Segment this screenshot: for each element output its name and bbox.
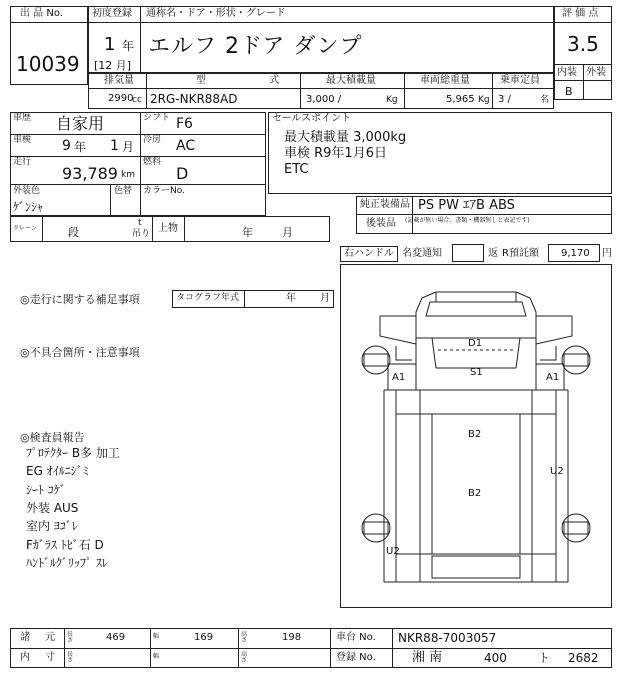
gvw-unit: Kg (478, 95, 490, 105)
crane-label: クレーン (13, 225, 37, 232)
damage-mark-b2-lower: B2 (468, 488, 482, 499)
inner-width-label: 幅 (153, 653, 160, 660)
color-change-label: 色替 (114, 186, 133, 196)
lot-label: 出 品 No. (20, 8, 63, 19)
crane-ton: t (138, 218, 142, 228)
width: 169 (194, 632, 214, 643)
inspector-line-6: Fｶﾞﾗｽ ﾄﾋﾞ石 D (26, 538, 104, 552)
sales-point-2: 車検 R9年1月6日 (284, 146, 387, 161)
damage-mark-s1: S1 (470, 367, 483, 378)
name-change-label: 名変通知 (402, 248, 442, 259)
car-name-label: 通称名・ドア・形状・グレード (146, 8, 286, 19)
crane-hang: 吊り (132, 229, 151, 239)
registration-label: 登録 No. (336, 652, 376, 663)
inspector-line-3: ｼｰﾄ ｺｹﾞ (26, 483, 66, 497)
inspector-line-7: ﾊﾝﾄﾞﾙｸﾞﾘｯﾌﾟ ｽﾚ (26, 556, 108, 570)
reg-year-unit: 年 (122, 39, 135, 53)
reg-number: 2682 (568, 651, 599, 665)
running-notes-title: ◎走行に関する補足事項 (20, 293, 140, 306)
ac-label: 冷房 (143, 135, 162, 145)
inspection-year-unit: 年 (74, 140, 87, 154)
reg-region: 湘 南 (412, 650, 443, 665)
chassis-number: NKR88-7003057 (398, 631, 497, 645)
tacho-month: 月 (320, 293, 330, 304)
model-label: 型 式 (196, 75, 310, 86)
inner-height-label: 高さ (241, 651, 248, 664)
body-year: 年 (242, 226, 253, 239)
displacement-label: 排気量 (104, 75, 134, 86)
fuel: D (176, 164, 189, 183)
standard-equipment: PS PW ｴｱB ABS (418, 198, 515, 213)
recycle-label: R預託額 (502, 248, 539, 259)
aftermarket-note: (記載が無い場合、書類・機器無しと表記です) (405, 217, 530, 224)
history-label: 車歴 (13, 113, 32, 123)
defects-title: ◎不具合箇所・注意事項 (20, 346, 140, 359)
reg-kana: ト (538, 651, 551, 665)
shift-label: シフト (143, 113, 171, 123)
sales-point-3: ETC (284, 162, 309, 177)
exterior-grade-label: 外装 (586, 67, 606, 78)
damage-mark-u2-left: U2 (386, 546, 400, 557)
recycle-amount: 9,170 (561, 248, 590, 259)
inspector-line-1: ﾌﾟﾛﾃｸﾀｰ B多 加工 (26, 446, 120, 460)
max-load-unit: Kg (386, 95, 398, 105)
grade-label: 評 価 点 (562, 8, 599, 19)
capacity: 3 / (498, 94, 511, 105)
width-label: 幅 (153, 633, 160, 640)
reg-class: 400 (484, 651, 507, 665)
inspection-label: 車検 (13, 135, 32, 145)
car-name: エルフ 2ドア ダンプ (148, 34, 363, 59)
sales-points-label: セールスポイント (272, 113, 352, 124)
inspection-month-unit: 月 (122, 140, 135, 154)
damage-mark-b2-upper: B2 (468, 429, 482, 440)
standard-equipment-label: 純正装備品 (360, 199, 410, 210)
height-label: 高さ (241, 631, 248, 644)
color-label: 外装色 (13, 186, 41, 196)
inspector-line-5: 室内 ﾖｺﾞﾚ (26, 519, 78, 533)
inspector-report-title: ◎検査員報告 (20, 431, 85, 444)
interior-grade: B (565, 85, 573, 98)
body-month: 月 (282, 226, 293, 239)
right-hand-drive: 右ハンドル (344, 248, 394, 259)
inspection-month: 1 (110, 138, 119, 154)
height: 198 (282, 632, 302, 643)
sales-point-1: 最大積載量 3,000kg (284, 130, 407, 145)
recycle-unit: 円 (602, 248, 612, 259)
inner-length-label: 長さ (67, 651, 74, 664)
crane-stage: 段 (68, 226, 79, 239)
damage-mark-a1-left: A1 (392, 372, 406, 383)
gvw: 5,965 (446, 94, 475, 105)
dims-label: 諸 元 (20, 632, 62, 643)
length-label: 長さ (67, 631, 74, 644)
capacity-unit: 名 (540, 95, 550, 105)
lot-number: 10039 (16, 52, 80, 76)
max-load-label: 最大積載量 (326, 75, 376, 86)
model: 2RG-NKR88AD (150, 92, 238, 106)
color-code-label: カラーNo. (143, 186, 185, 196)
length: 469 (106, 632, 126, 643)
damage-mark-a1-right: A1 (546, 372, 560, 383)
ac: AC (176, 138, 196, 154)
body-label: 上物 (158, 223, 178, 234)
fuel-label: 燃料 (143, 157, 162, 167)
inspector-line-4: 外装 AUS (26, 501, 79, 515)
displacement: 2990 (108, 93, 134, 104)
tacho-year: 年 (286, 293, 296, 304)
name-change-box (452, 244, 484, 262)
mileage-unit: km (121, 170, 135, 180)
reg-month: [12 月] (94, 59, 132, 72)
inspector-line-2: EG ｵｲﾙﾆｼﾞﾐ (26, 464, 89, 478)
truck-damage-diagram (340, 264, 612, 608)
max-load: 3,000 / (306, 94, 342, 105)
return-label: 返 (488, 248, 498, 259)
color: ｹﾞﾝｼｬ (13, 200, 44, 214)
aftermarket-label: 後装品 (366, 218, 396, 229)
damage-mark-u2-right: U2 (550, 466, 564, 477)
details-box (10, 112, 266, 216)
capacity-label: 乗車定員 (500, 75, 540, 86)
reg-year: 1 (104, 34, 116, 55)
history: 自家用 (56, 114, 105, 133)
displacement-unit: cc (132, 95, 142, 105)
mileage-label: 走行 (13, 157, 32, 167)
overall-grade: 3.5 (567, 32, 599, 56)
tacho-label: タコグラフ年式 (176, 293, 240, 303)
first-reg-label: 初度登録 (92, 8, 132, 19)
inner-dims-label: 内 寸 (20, 652, 62, 663)
inspection-year: 9 (62, 138, 71, 154)
shift: F6 (176, 116, 193, 132)
mileage: 93,789 (62, 164, 118, 183)
gvw-label: 車両総重量 (420, 75, 470, 86)
interior-grade-label: 内装 (557, 67, 577, 78)
damage-mark-d1: D1 (468, 338, 483, 349)
chassis-label: 車台 No. (336, 632, 376, 643)
